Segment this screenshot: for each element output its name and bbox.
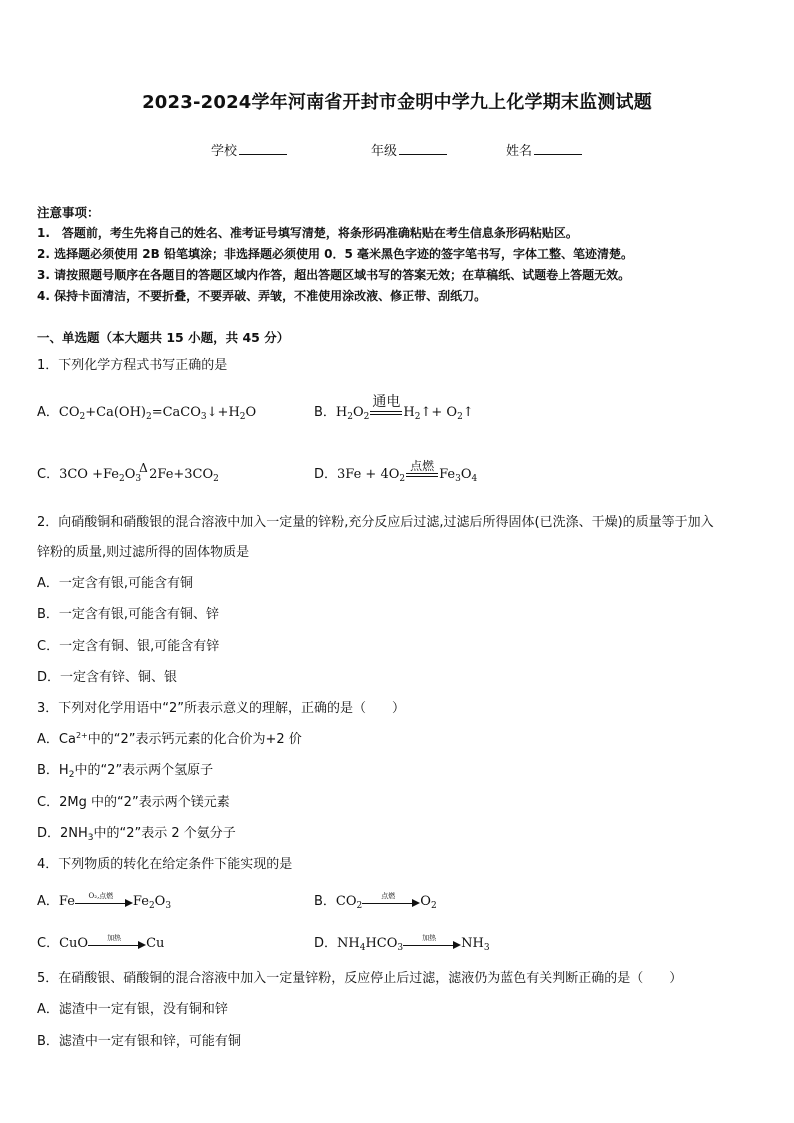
q1-option-a[interactable]: A．$CO_2+Ca(OH)_2=CaCO_3↓+H_2O$: [37, 405, 257, 422]
name-blank[interactable]: [534, 142, 582, 155]
question-2-stem-cont: 锌粉的质量,则过滤所得的固体物质是: [37, 545, 250, 560]
q2-option-c[interactable]: C．一定含有铜、银,可能含有锌: [37, 639, 220, 654]
question-4-stem: 4．下列物质的转化在给定条件下能实现的是: [37, 857, 293, 872]
reaction-condition: 通电: [370, 407, 402, 419]
exam-title: 2023-2024学年河南省开封市金明中学九上化学期末监测试题: [142, 92, 652, 113]
q3-option-d[interactable]: D．$2NH_3$中的“2”表示 2 个氨分子: [37, 826, 236, 843]
q4-option-c[interactable]: C．CuO 加热 Cu: [37, 933, 165, 951]
question-1-stem: 1．下列化学方程式书写正确的是: [37, 358, 228, 373]
q4-option-a[interactable]: A．Fe O₂,点燃 $Fe_2O_3$: [37, 891, 172, 911]
section-heading: 一、单选题（本大题共 15 小题，共 45 分）: [37, 330, 290, 345]
reaction-arrow: 点燃: [362, 896, 420, 908]
q5-option-a[interactable]: A．滤渣中一定有银，没有铜和锌: [37, 1002, 228, 1017]
q4-option-d[interactable]: D．$NH_4HCO_3$ 加热 $NH_3$: [314, 933, 490, 953]
q3-option-c[interactable]: C．2Mg 中的“2”表示两个镁元素: [37, 795, 230, 810]
q1-option-c[interactable]: C．$3CO +Fe_2O_3$ Δ $2Fe+3CO_2$: [37, 461, 219, 484]
q3-option-b[interactable]: B．$H_2$中的“2”表示两个氢原子: [37, 763, 214, 780]
q2-option-b[interactable]: B．一定含有银,可能含有铜、锌: [37, 607, 220, 622]
name-label: 姓名: [506, 144, 533, 159]
name-field[interactable]: [506, 140, 582, 159]
q4-option-b[interactable]: B．$CO_2$ 点燃 $O_2$: [314, 891, 437, 911]
grade-field[interactable]: [371, 140, 447, 159]
grade-blank[interactable]: [399, 142, 447, 155]
reaction-arrow: 加热: [403, 938, 461, 950]
reaction-condition: 点燃: [406, 469, 438, 481]
q1-option-d[interactable]: D．$3Fe + 4O_2$ 点燃 $Fe_3O_4$: [314, 458, 478, 484]
q2-option-a[interactable]: A．一定含有银,可能含有铜: [37, 576, 194, 591]
notice-item: 4. 保持卡面清洁，不要折叠，不要弄破、弄皱，不准使用涂改液、修正带、刮纸刀。: [37, 289, 487, 303]
q5-option-b[interactable]: B．滤渣中一定有银和锌，可能有铜: [37, 1034, 241, 1049]
grade-label: 年级: [371, 144, 398, 159]
question-3-stem: 3．下列对化学用语中“2”所表示意义的理解，正确的是（ ）: [37, 701, 406, 716]
reaction-arrow: 加热: [88, 938, 146, 950]
q3-option-a[interactable]: A．$Ca^{2+}$中的“2”表示钙元素的化合价为+2 价: [37, 731, 302, 747]
school-blank[interactable]: [239, 142, 287, 155]
q1-option-b[interactable]: B．$H_2O_2$ 通电 $H_2↑+$ $O_2↑$: [314, 393, 474, 422]
school-label: 学校: [211, 144, 238, 159]
reaction-arrow: O₂,点燃: [75, 896, 133, 908]
notice-item: 2. 选择题必须使用 2B 铅笔填涂；非选择题必须使用 0．5 毫米黑色字迹的签字笔书写，字体工整、笔迹清楚。: [37, 247, 633, 261]
question-5-stem: 5．在硝酸银、硝酸铜的混合溶液中加入一定量锌粉，反应停止后过滤，滤液仍为蓝色有关判断正确的是（ ）: [37, 971, 683, 986]
question-2-stem: 2．向硝酸铜和硝酸银的混合溶液中加入一定量的锌粉,充分反应后过滤,过滤后所得固体(已洗涤、干燥)的质量等于加入: [37, 515, 714, 530]
school-field[interactable]: [211, 140, 287, 159]
notice-item: 3. 请按照题号顺序在各题目的答题区域内作答，超出答题区域书写的答案无效；在草稿纸、试题卷上答题无效。: [37, 268, 631, 282]
notice-item: 1. 答题前，考生先将自己的姓名、准考证号填写清楚，将条形码准确粘贴在考生信息条形码粘贴区。: [37, 226, 578, 240]
q2-option-d[interactable]: D．一定含有锌、铜、银: [37, 670, 178, 685]
notice-title: 注意事项：: [37, 205, 100, 220]
